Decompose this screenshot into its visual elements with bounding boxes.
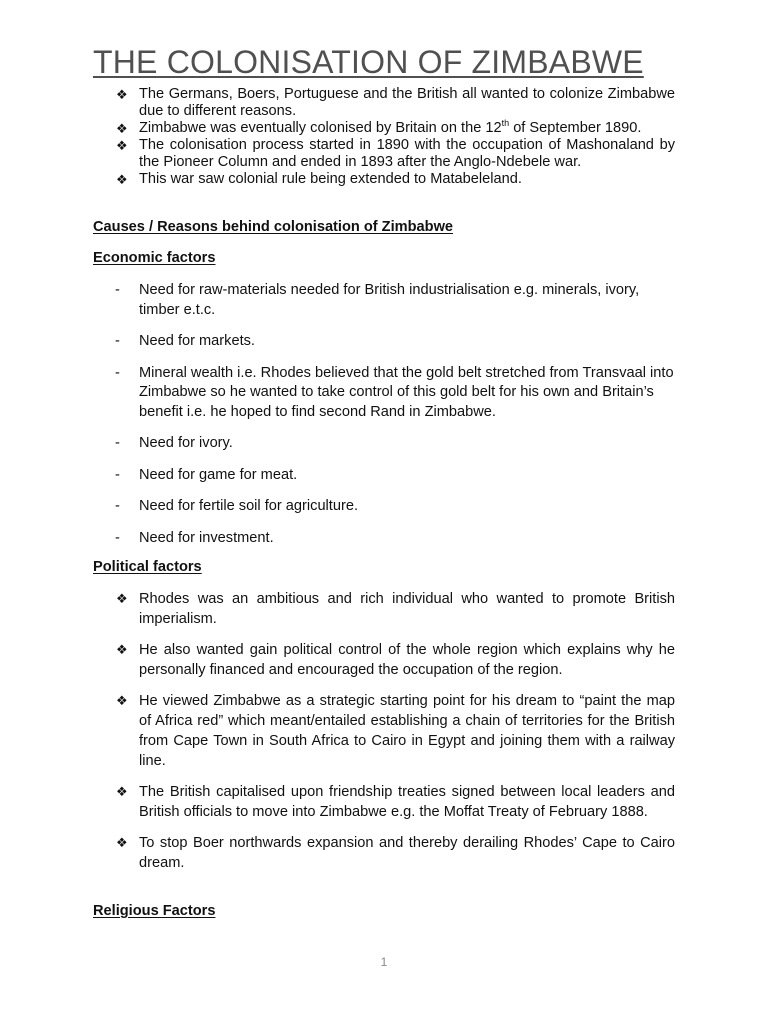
dash-bullet-icon: -	[115, 282, 120, 298]
diamond-bullet-icon: ❖	[116, 693, 128, 708]
intro-item: ❖ The colonisation process started in 1890 with the occupation of Mashonaland by the Pioneer Column and ended in 1893 after the Anglo-Ndebele war.	[116, 137, 675, 170]
dash-bullet-icon: -	[115, 529, 120, 546]
intro-list	[93, 86, 675, 188]
list-item: - Mineral wealth i.e. Rhodes believed that the gold belt stretched from Transvaal into Zimbabwe so he wanted to take control of this gold belt for his own and Britain’s benefit i.e. he hoped to find second Rand in Zimbabwe.	[115, 364, 674, 420]
diamond-bullet-icon: ❖	[116, 835, 128, 850]
diamond-bullet-icon: ❖	[116, 87, 128, 102]
list-item: - Need for investment.	[93, 529, 675, 549]
page-title: THE COLONISATION OF ZIMBABWE	[93, 44, 644, 80]
dash-bullet-icon: -	[115, 498, 120, 514]
economic-factors-heading: Economic factors	[93, 250, 216, 266]
list-item: ❖ He viewed Zimbabwe as a strategic starting point for his dream to “paint the map of Africa red” which meant/entailed establishing a chain of territories for the British from Cape Town in South Africa to Cairo in Egypt and joining them with a railway line.	[116, 693, 675, 769]
intro-item: ❖ The Germans, Boers, Portuguese and the British all wanted to colonize Zimbabwe due to different reasons.	[116, 86, 675, 119]
list-item: - Need for ivory.	[93, 434, 675, 454]
diamond-bullet-icon: ❖	[116, 591, 128, 606]
list-item: - Need for raw-materials needed for British industrialisation e.g. minerals, ivory, timber e.t.c.	[115, 282, 640, 318]
diamond-bullet-icon: ❖	[116, 138, 128, 153]
diamond-bullet-icon: ❖	[116, 642, 128, 657]
list-item: - Need for markets.	[93, 332, 675, 352]
list-item: ❖ The British capitalised upon friendship treaties signed between local leaders and British officials to move into Zimbabwe e.g. the Moffat Treaty of February 1888.	[116, 784, 675, 820]
diamond-bullet-icon: ❖	[116, 172, 128, 187]
dash-bullet-icon: -	[115, 333, 120, 349]
list-item: ❖ Rhodes was an ambitious and rich individual who wanted to promote British imperialism.	[116, 591, 675, 627]
economic-factors-list	[93, 281, 675, 560]
list-item: - Need for fertile soil for agriculture.	[93, 497, 675, 517]
list-item: - Need for game for meat.	[93, 466, 675, 486]
superscript: th	[501, 118, 510, 129]
dash-bullet-icon: -	[115, 466, 120, 483]
political-factors-heading: Political factors	[93, 559, 202, 575]
list-item: ❖ To stop Boer northwards expansion and thereby derailing Rhodes’ Cape to Cairo dream.	[116, 835, 675, 871]
political-factors-list	[93, 589, 675, 884]
diamond-bullet-icon: ❖	[116, 121, 128, 136]
dash-bullet-icon: -	[115, 364, 120, 381]
page-number: 1	[380, 955, 388, 969]
intro-item: ❖ Zimbabwe was eventually colonised by Britain on the 12th of September 1890.	[116, 118, 642, 136]
intro-item: ❖ This war saw colonial rule being extended to Matabeleland.	[116, 171, 522, 187]
causes-heading: Causes / Reasons behind colonisation of Zimbabwe	[93, 219, 454, 235]
religious-factors-heading: Religious Factors	[93, 903, 216, 919]
list-item: ❖ He also wanted gain political control of the whole region which explains why he personally financed and encouraged the occupation of the region.	[116, 642, 675, 678]
dash-bullet-icon: -	[115, 435, 120, 451]
diamond-bullet-icon: ❖	[116, 784, 128, 799]
